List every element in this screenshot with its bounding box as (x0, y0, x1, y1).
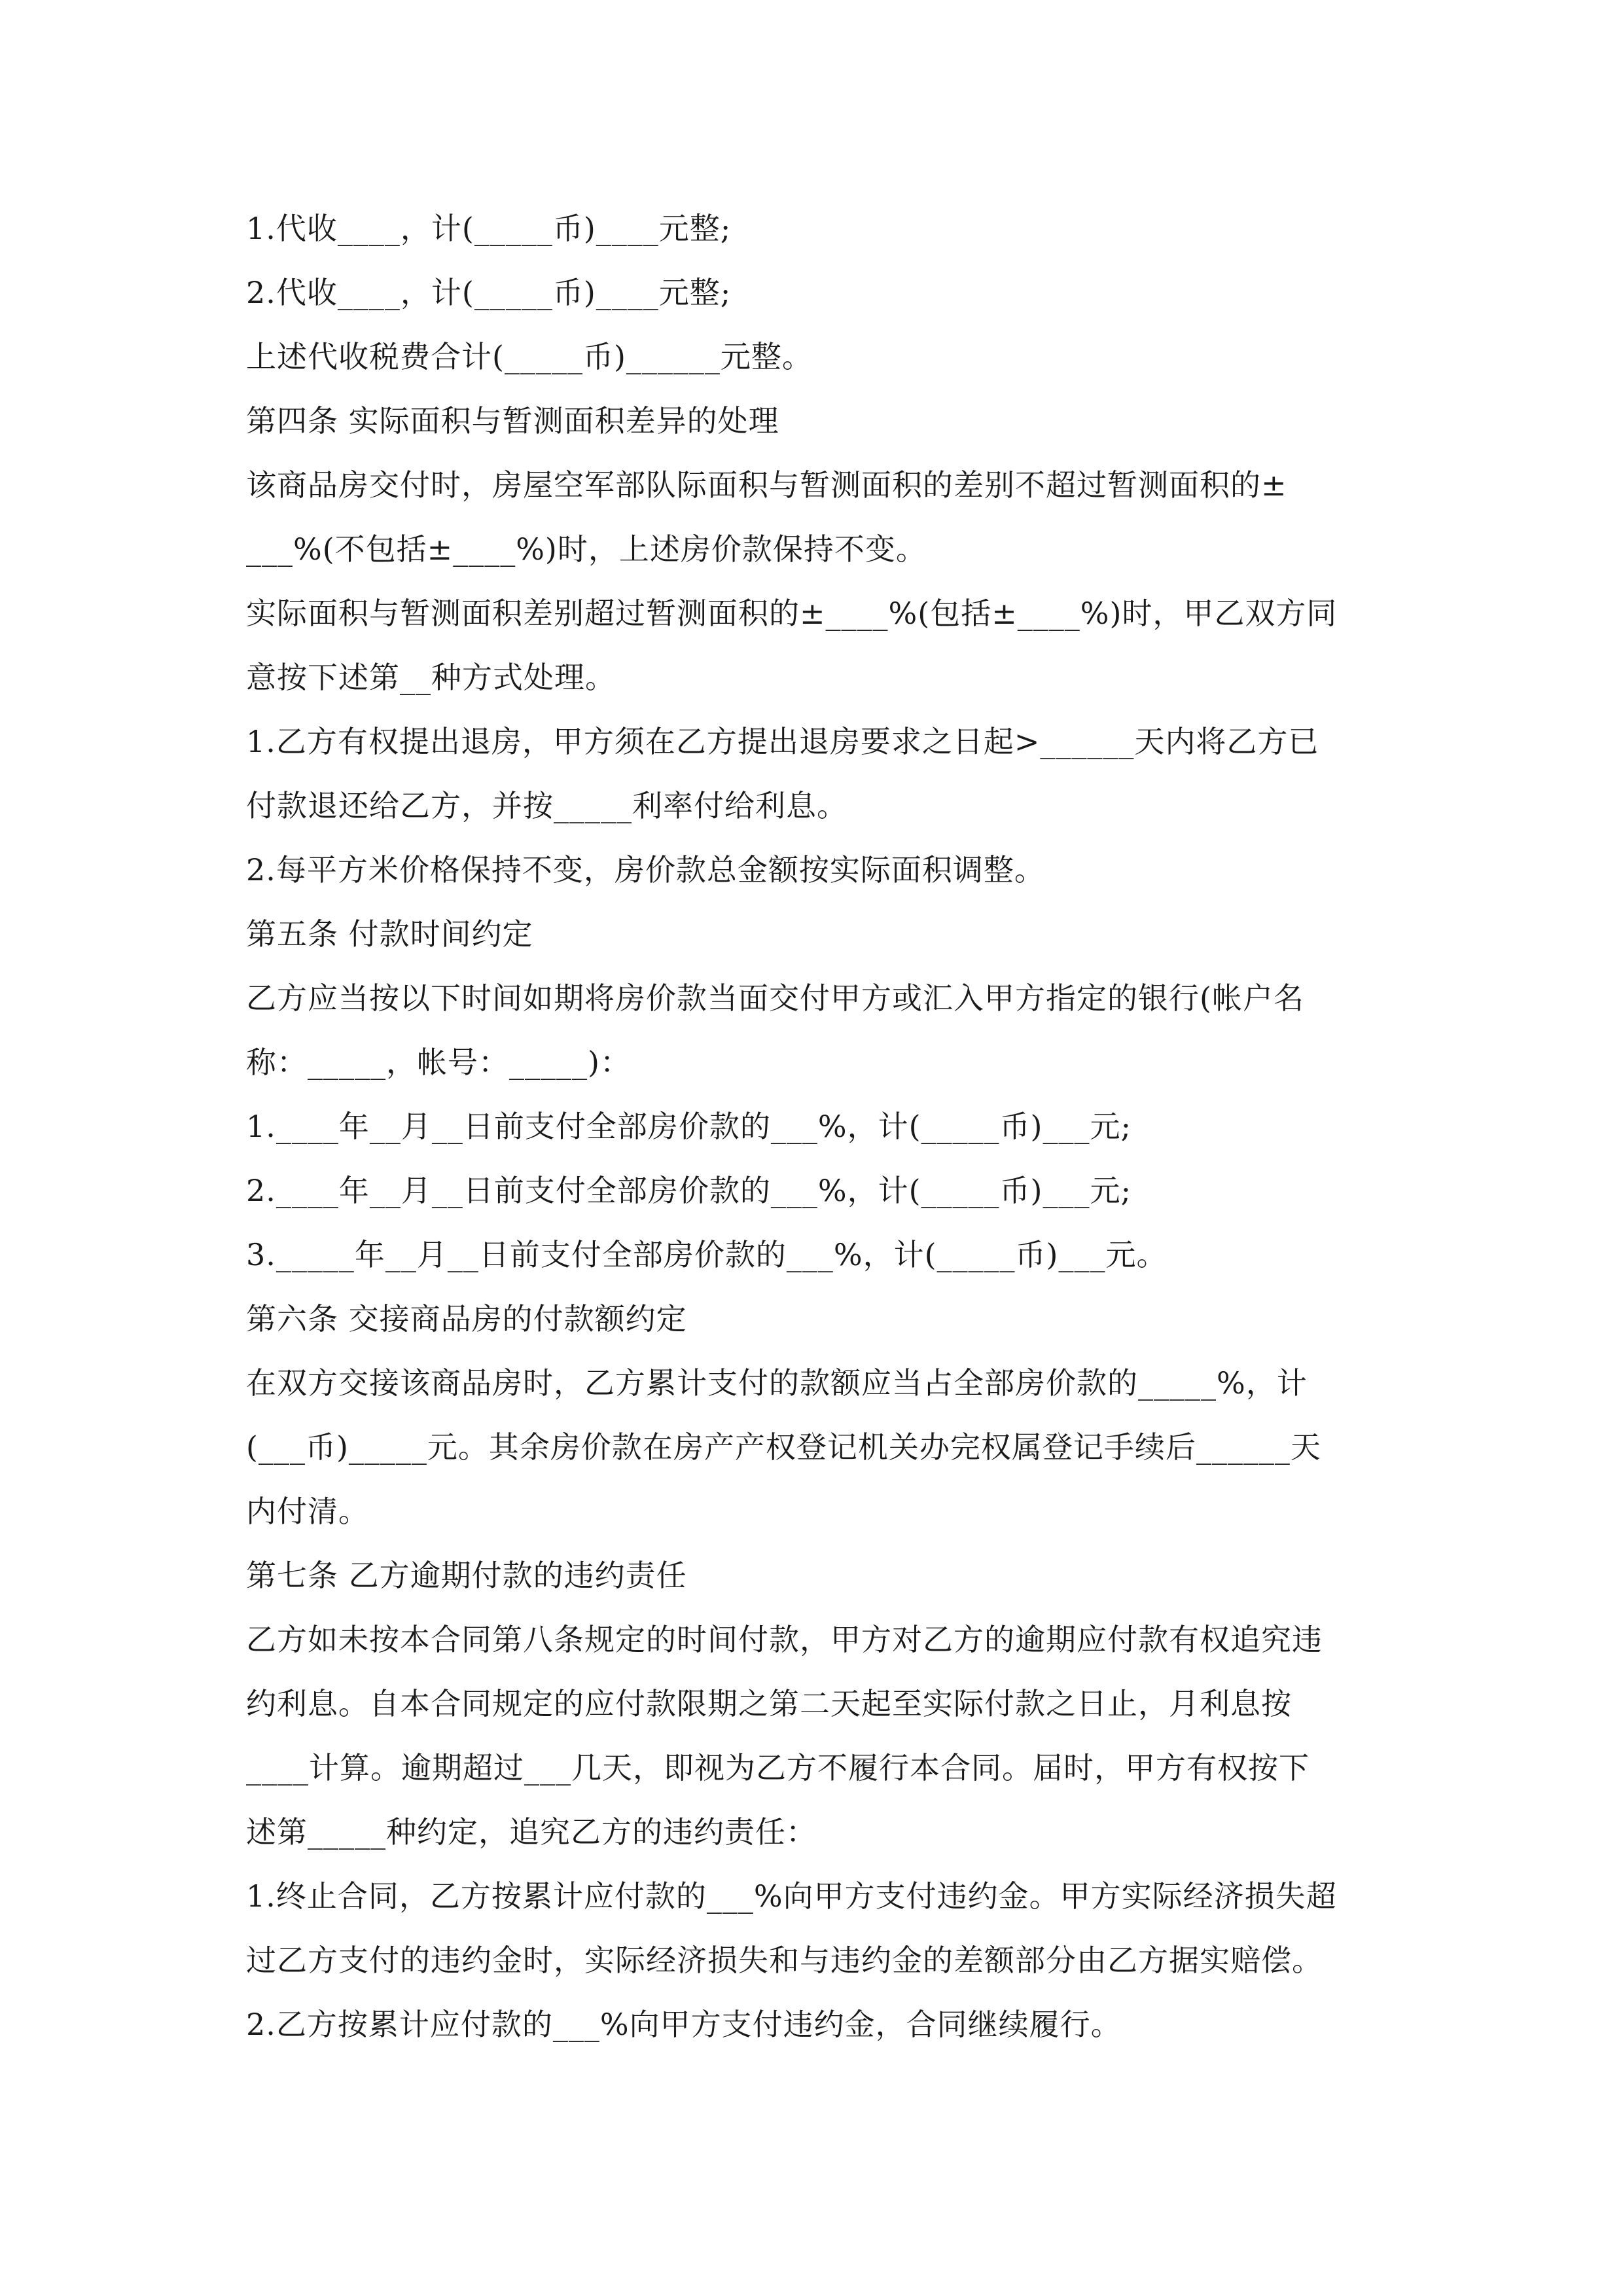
section-heading-article-5: 第五条 付款时间约定 (246, 916, 533, 952)
paragraph-line-6: ___%(不包括±____%)时，上述房价款保持不变。 (246, 531, 927, 567)
paragraph-line-10: 付款退还给乙方，并按_____利率付给利息。 (246, 788, 847, 823)
paragraph-line-27: 1.终止合同，乙方按累计应付款的___%向甲方支付违约金。甲方实际经济损失超 (246, 1878, 1337, 1914)
paragraph-line-23: 乙方如未按本合同第八条规定的时间付款，甲方对乙方的逾期应付款有权追究违 (246, 1622, 1323, 1657)
paragraph-line-5: 该商品房交付时，房屋空军部队际面积与暂测面积的差别不超过暂测面积的± (246, 467, 1287, 503)
paragraph-line-19: 在双方交接该商品房时，乙方累计支付的款额应当占全部房价款的_____%，计 (246, 1365, 1308, 1401)
paragraph-line-28: 过乙方支付的违约金时，实际经济损失和与违约金的差额部分由乙方据实赔偿。 (246, 1943, 1323, 1978)
payment-line-2: 2.____年__月__日前支付全部房价款的___%，计(_____币)___元; (246, 1173, 1132, 1208)
paragraph-line-24: 约利息。自本合同规定的应付款限期之第二天起至实际付款之日止，月利息按 (246, 1686, 1292, 1721)
paragraph-line-8: 意按下述第__种方式处理。 (246, 660, 616, 695)
paragraph-line-21: 内付清。 (246, 1494, 369, 1529)
paragraph-line-7: 实际面积与暂测面积差别超过暂测面积的±____%(包括±____%)时，甲乙双方同 (246, 596, 1338, 631)
paragraph-line-13: 乙方应当按以下时间如期将房价款当面交付甲方或汇入甲方指定的银行(帐户名 (246, 980, 1304, 1016)
paragraph-line-29: 2.乙方按累计应付款的___%向甲方支付违约金，合同继续履行。 (246, 2007, 1122, 2042)
paragraph-line-20: (___币)_____元。其余房价款在房产产权登记机关办完权属登记手续后______天 (246, 1429, 1321, 1465)
section-heading-article-7: 第七条 乙方逾期付款的违约责任 (246, 1558, 687, 1593)
payment-line-3: 3._____年__月__日前支付全部房价款的___%，计(_____币)___元。 (246, 1237, 1168, 1272)
paragraph-line-9: 1.乙方有权提出退房，甲方须在乙方提出退房要求之日起>______天内将乙方已 (246, 724, 1319, 759)
paragraph-line-11: 2.每平方米价格保持不变，房价款总金额按实际面积调整。 (246, 852, 1045, 888)
paragraph-line-25: ____计算。逾期超过___几天，即视为乙方不履行本合同。届时，甲方有权按下 (246, 1750, 1310, 1785)
paragraph-line-14: 称：_____，帐号：_____)： (246, 1045, 631, 1080)
clause-line-3: 上述代收税费合计(_____币)______元整。 (246, 339, 813, 374)
document-body (246, 196, 1398, 2056)
section-heading-article-6: 第六条 交接商品房的付款额约定 (246, 1301, 687, 1336)
payment-line-1: 1.____年__月__日前支付全部房价款的___%，计(_____币)___元; (246, 1109, 1132, 1144)
section-heading-article-4: 第四条 实际面积与暂测面积差异的处理 (246, 403, 779, 439)
clause-line-1: 1.代收____，计(_____币)____元整; (246, 211, 732, 246)
paragraph-line-26: 述第_____种约定，追究乙方的违约责任： (246, 1814, 817, 1850)
clause-line-2: 2.代收____，计(_____币)____元整; (246, 275, 732, 310)
